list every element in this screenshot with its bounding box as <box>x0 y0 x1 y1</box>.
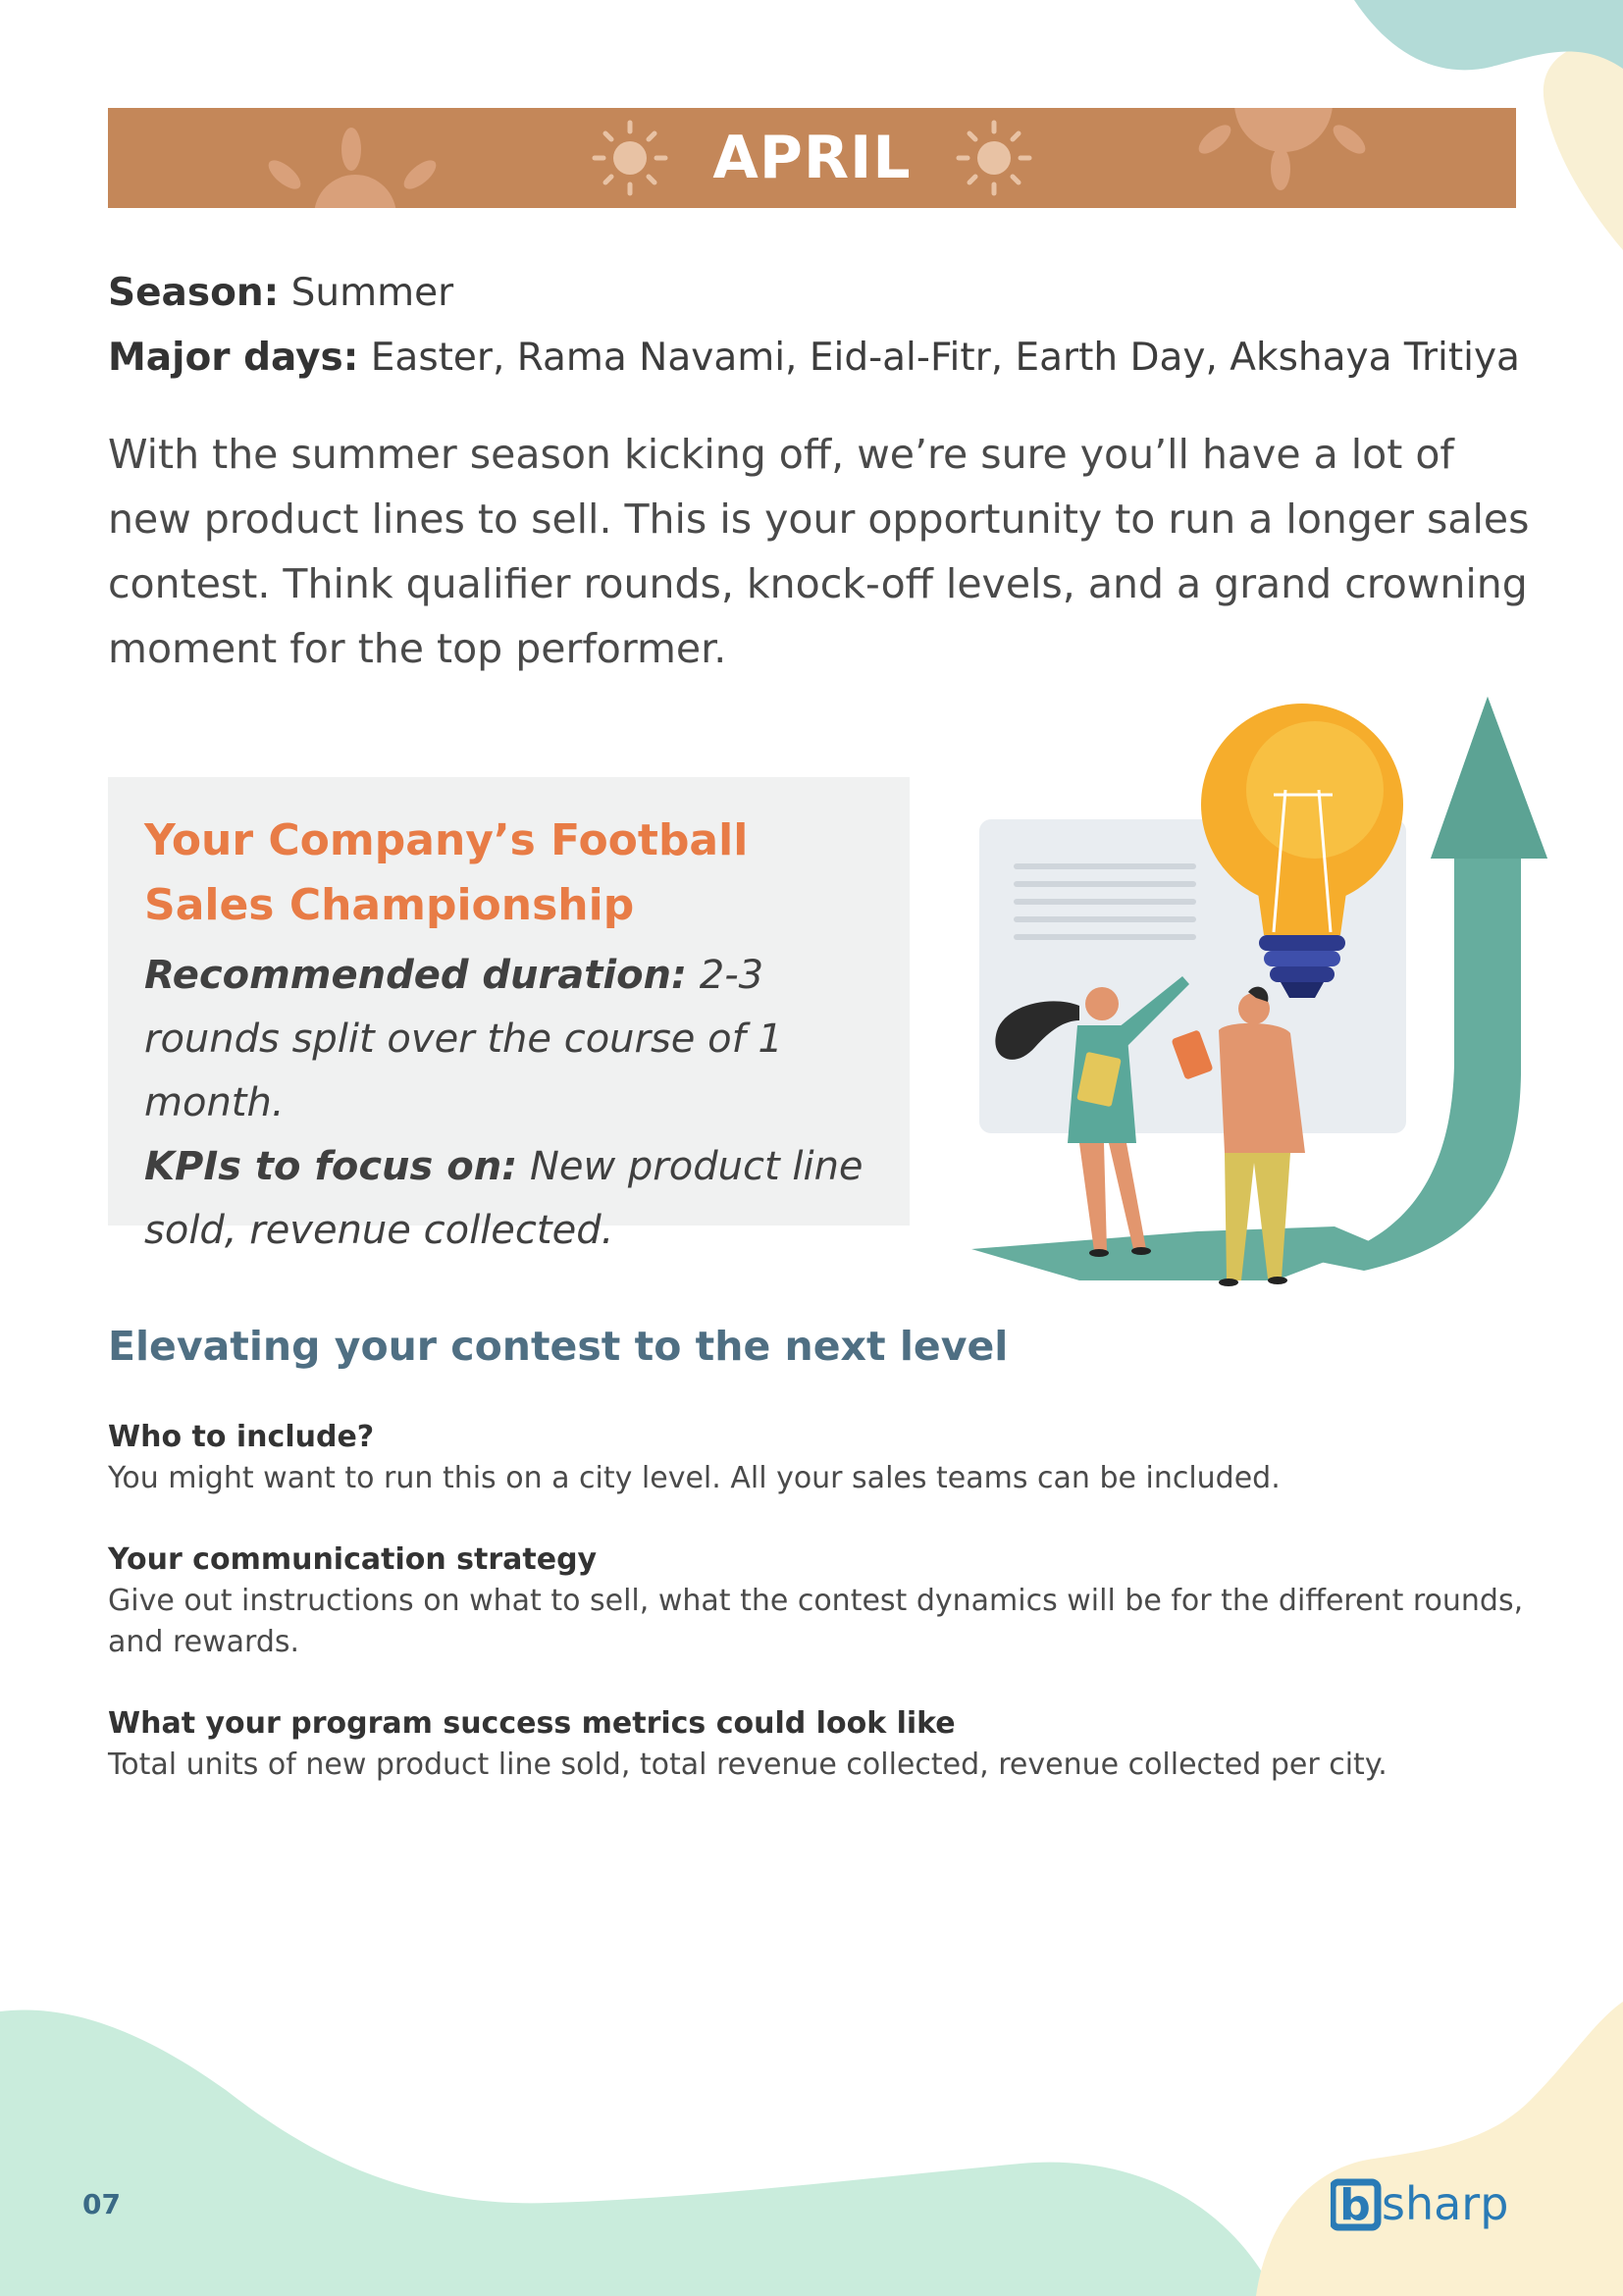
sun-icon <box>591 119 669 197</box>
block-heading: Your communication strategy <box>108 1542 598 1577</box>
block-text: Total units of new product line sold, total revenue collected, revenue collected per city. <box>108 1748 1387 1782</box>
kpis-label: KPIs to focus on: <box>144 1144 518 1189</box>
kpis-value: New product line sold, revenue collected. <box>144 1144 864 1253</box>
block-heading: Who to include? <box>108 1420 375 1454</box>
card-body <box>144 944 890 1263</box>
duration-value: 2-3 rounds split over the course of 1 month. <box>144 953 783 1125</box>
block-text: You might want to run this on a city level. All your sales teams can be included. <box>108 1461 1281 1495</box>
logo-mark-letter: b <box>1339 2180 1371 2230</box>
season-label: Season: <box>108 271 280 315</box>
block-success-metrics <box>108 1703 1531 1786</box>
major-days-line <box>108 336 1531 380</box>
contest-card <box>108 777 910 1253</box>
major-days-value: Easter, Rama Navami, Eid-al-Fitr, Earth Day, Akshaya Tritiya <box>370 336 1520 380</box>
bsharp-logo <box>1331 2166 1546 2237</box>
banner-title-row <box>108 108 1516 208</box>
sun-icon <box>955 119 1033 197</box>
season-line <box>108 271 1531 315</box>
page-number: 07 <box>82 2188 121 2220</box>
card-title-line-1: Your Company’s Football <box>144 815 749 865</box>
block-who-to-include <box>108 1417 1531 1499</box>
season-value: Summer <box>290 271 454 315</box>
logo-text: sharp <box>1382 2177 1509 2230</box>
intro-paragraph: With the summer season kicking off, we’re sure you’ll have a lot of new product lines to sell. This is your opportunity to run a longer sales contest. Think qualifier rounds, knock-off levels, and a grand crowning moment for the top performer. <box>108 431 1530 672</box>
card-title-line-2: Sales Championship <box>144 880 635 930</box>
month-banner <box>108 108 1516 208</box>
section-title: Elevating your contest to the next level <box>108 1323 1009 1370</box>
month-title: APRIL <box>712 124 912 192</box>
block-communication-strategy <box>108 1539 1531 1663</box>
duration-label: Recommended duration: <box>144 953 688 998</box>
major-days-label: Major days: <box>108 336 359 380</box>
block-text: Give out instructions on what to sell, what the contest dynamics will be for the different rounds, and rewards. <box>108 1584 1524 1659</box>
growth-illustration <box>962 682 1550 1300</box>
block-heading: What your program success metrics could look like <box>108 1706 956 1741</box>
card-title <box>144 809 890 938</box>
